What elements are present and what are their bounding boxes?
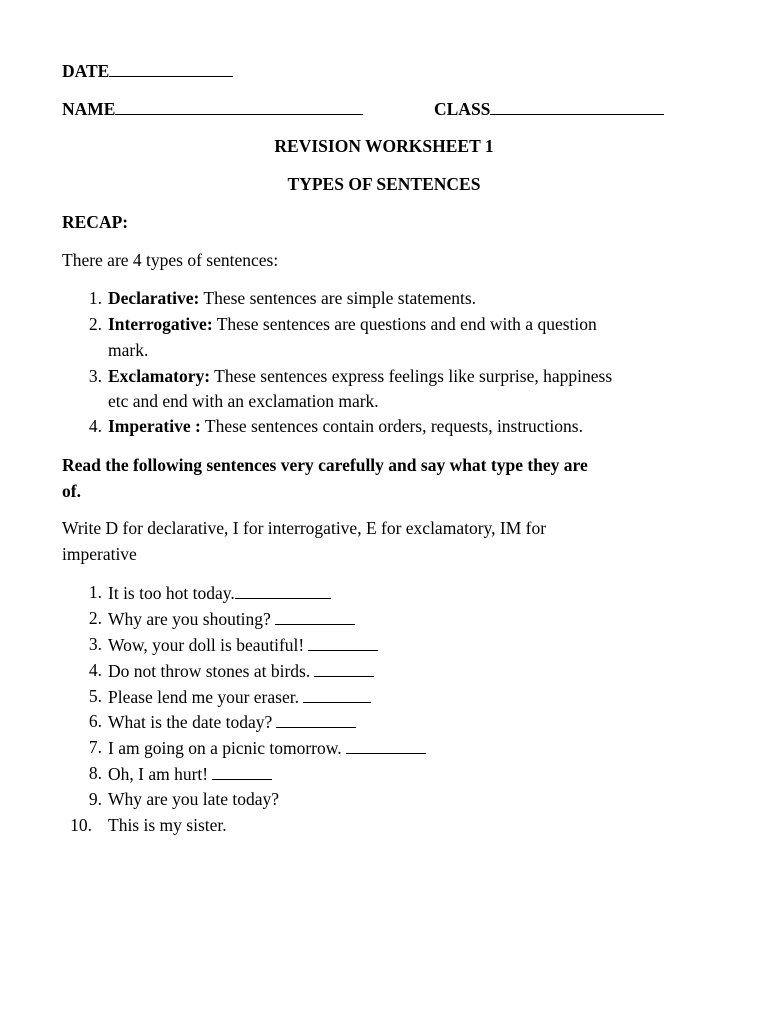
list-number: 1. [88, 582, 102, 602]
date-field [62, 62, 233, 81]
exercise-sentence: Wow, your doll is beautiful! [108, 636, 378, 655]
list-number: 3. [88, 366, 102, 386]
exercise-sentence: This is my sister. [108, 815, 227, 835]
exercise-sentence: Do not throw stones at birds. [108, 662, 374, 681]
answer-blank[interactable] [346, 739, 426, 754]
exercise-sentence: Why are you late today? [108, 789, 280, 809]
name-blank[interactable] [115, 100, 363, 115]
answer-blank[interactable] [303, 688, 371, 703]
list-number: 6. [88, 711, 102, 731]
term-label: Interrogative: [108, 314, 213, 334]
term-description: These sentences are questions and end with a question [216, 314, 597, 334]
exercise-sentence: I am going on a picnic tomorrow. [108, 739, 426, 758]
answer-blank[interactable] [275, 610, 355, 625]
answer-blank[interactable] [314, 662, 374, 677]
list-number: 2. [88, 608, 102, 628]
instruction-line-2: imperative [62, 544, 137, 564]
list-number: 3. [88, 634, 102, 654]
term-description: These sentences are simple statements. [203, 288, 477, 308]
class-label: CLASS [434, 99, 491, 119]
list-text [108, 368, 612, 386]
term-label: Exclamatory: [108, 366, 211, 386]
list-text [108, 290, 476, 308]
instruction-bold-line-1: Read the following sentences very carefully and say what type they are [62, 455, 588, 475]
list-number: 7. [88, 737, 102, 757]
exercise-sentence: It is too hot today. [108, 584, 331, 603]
answer-blank[interactable] [212, 765, 272, 780]
class-blank[interactable] [490, 100, 664, 115]
answer-blank[interactable] [276, 713, 356, 728]
exercise-sentence: Why are you shouting? [108, 610, 355, 629]
exercise-sentence: Please lend me your eraser. [108, 688, 371, 707]
exercise-sentence: Oh, I am hurt! [108, 765, 272, 784]
list-number: 9. [88, 789, 102, 809]
name-label: NAME [62, 99, 116, 119]
list-number: 10. [70, 815, 92, 835]
term-description-continued: mark. [108, 340, 149, 360]
answer-blank[interactable] [308, 636, 378, 651]
worksheet-subtitle: TYPES OF SENTENCES [287, 174, 481, 194]
term-description-continued: etc and end with an exclamation mark. [108, 391, 379, 411]
name-field [62, 100, 363, 119]
instruction-line-1: Write D for declarative, I for interrogative, E for exclamatory, IM for [62, 518, 547, 538]
list-number: 1. [88, 288, 102, 308]
exercise-sentence: What is the date today? [108, 713, 356, 732]
term-label: Declarative: [108, 288, 200, 308]
list-number: 4. [88, 416, 102, 436]
recap-intro: There are 4 types of sentences: [62, 250, 279, 270]
date-blank[interactable] [109, 62, 233, 77]
term-label: Imperative : [108, 416, 201, 436]
recap-heading: RECAP: [62, 212, 129, 232]
answer-blank[interactable] [235, 584, 331, 599]
list-number: 4. [88, 660, 102, 680]
worksheet-title: REVISION WORKSHEET 1 [274, 136, 494, 156]
date-label: DATE [62, 61, 110, 81]
list-number: 8. [88, 763, 102, 783]
list-number: 2. [88, 314, 102, 334]
list-text [108, 418, 583, 436]
class-field [434, 100, 664, 119]
instruction-bold-line-2: of. [62, 481, 81, 501]
list-number: 5. [88, 686, 102, 706]
term-description: These sentences contain orders, requests, instructions. [204, 416, 583, 436]
list-text [108, 316, 597, 334]
term-description: These sentences express feelings like surprise, happiness [214, 366, 613, 386]
